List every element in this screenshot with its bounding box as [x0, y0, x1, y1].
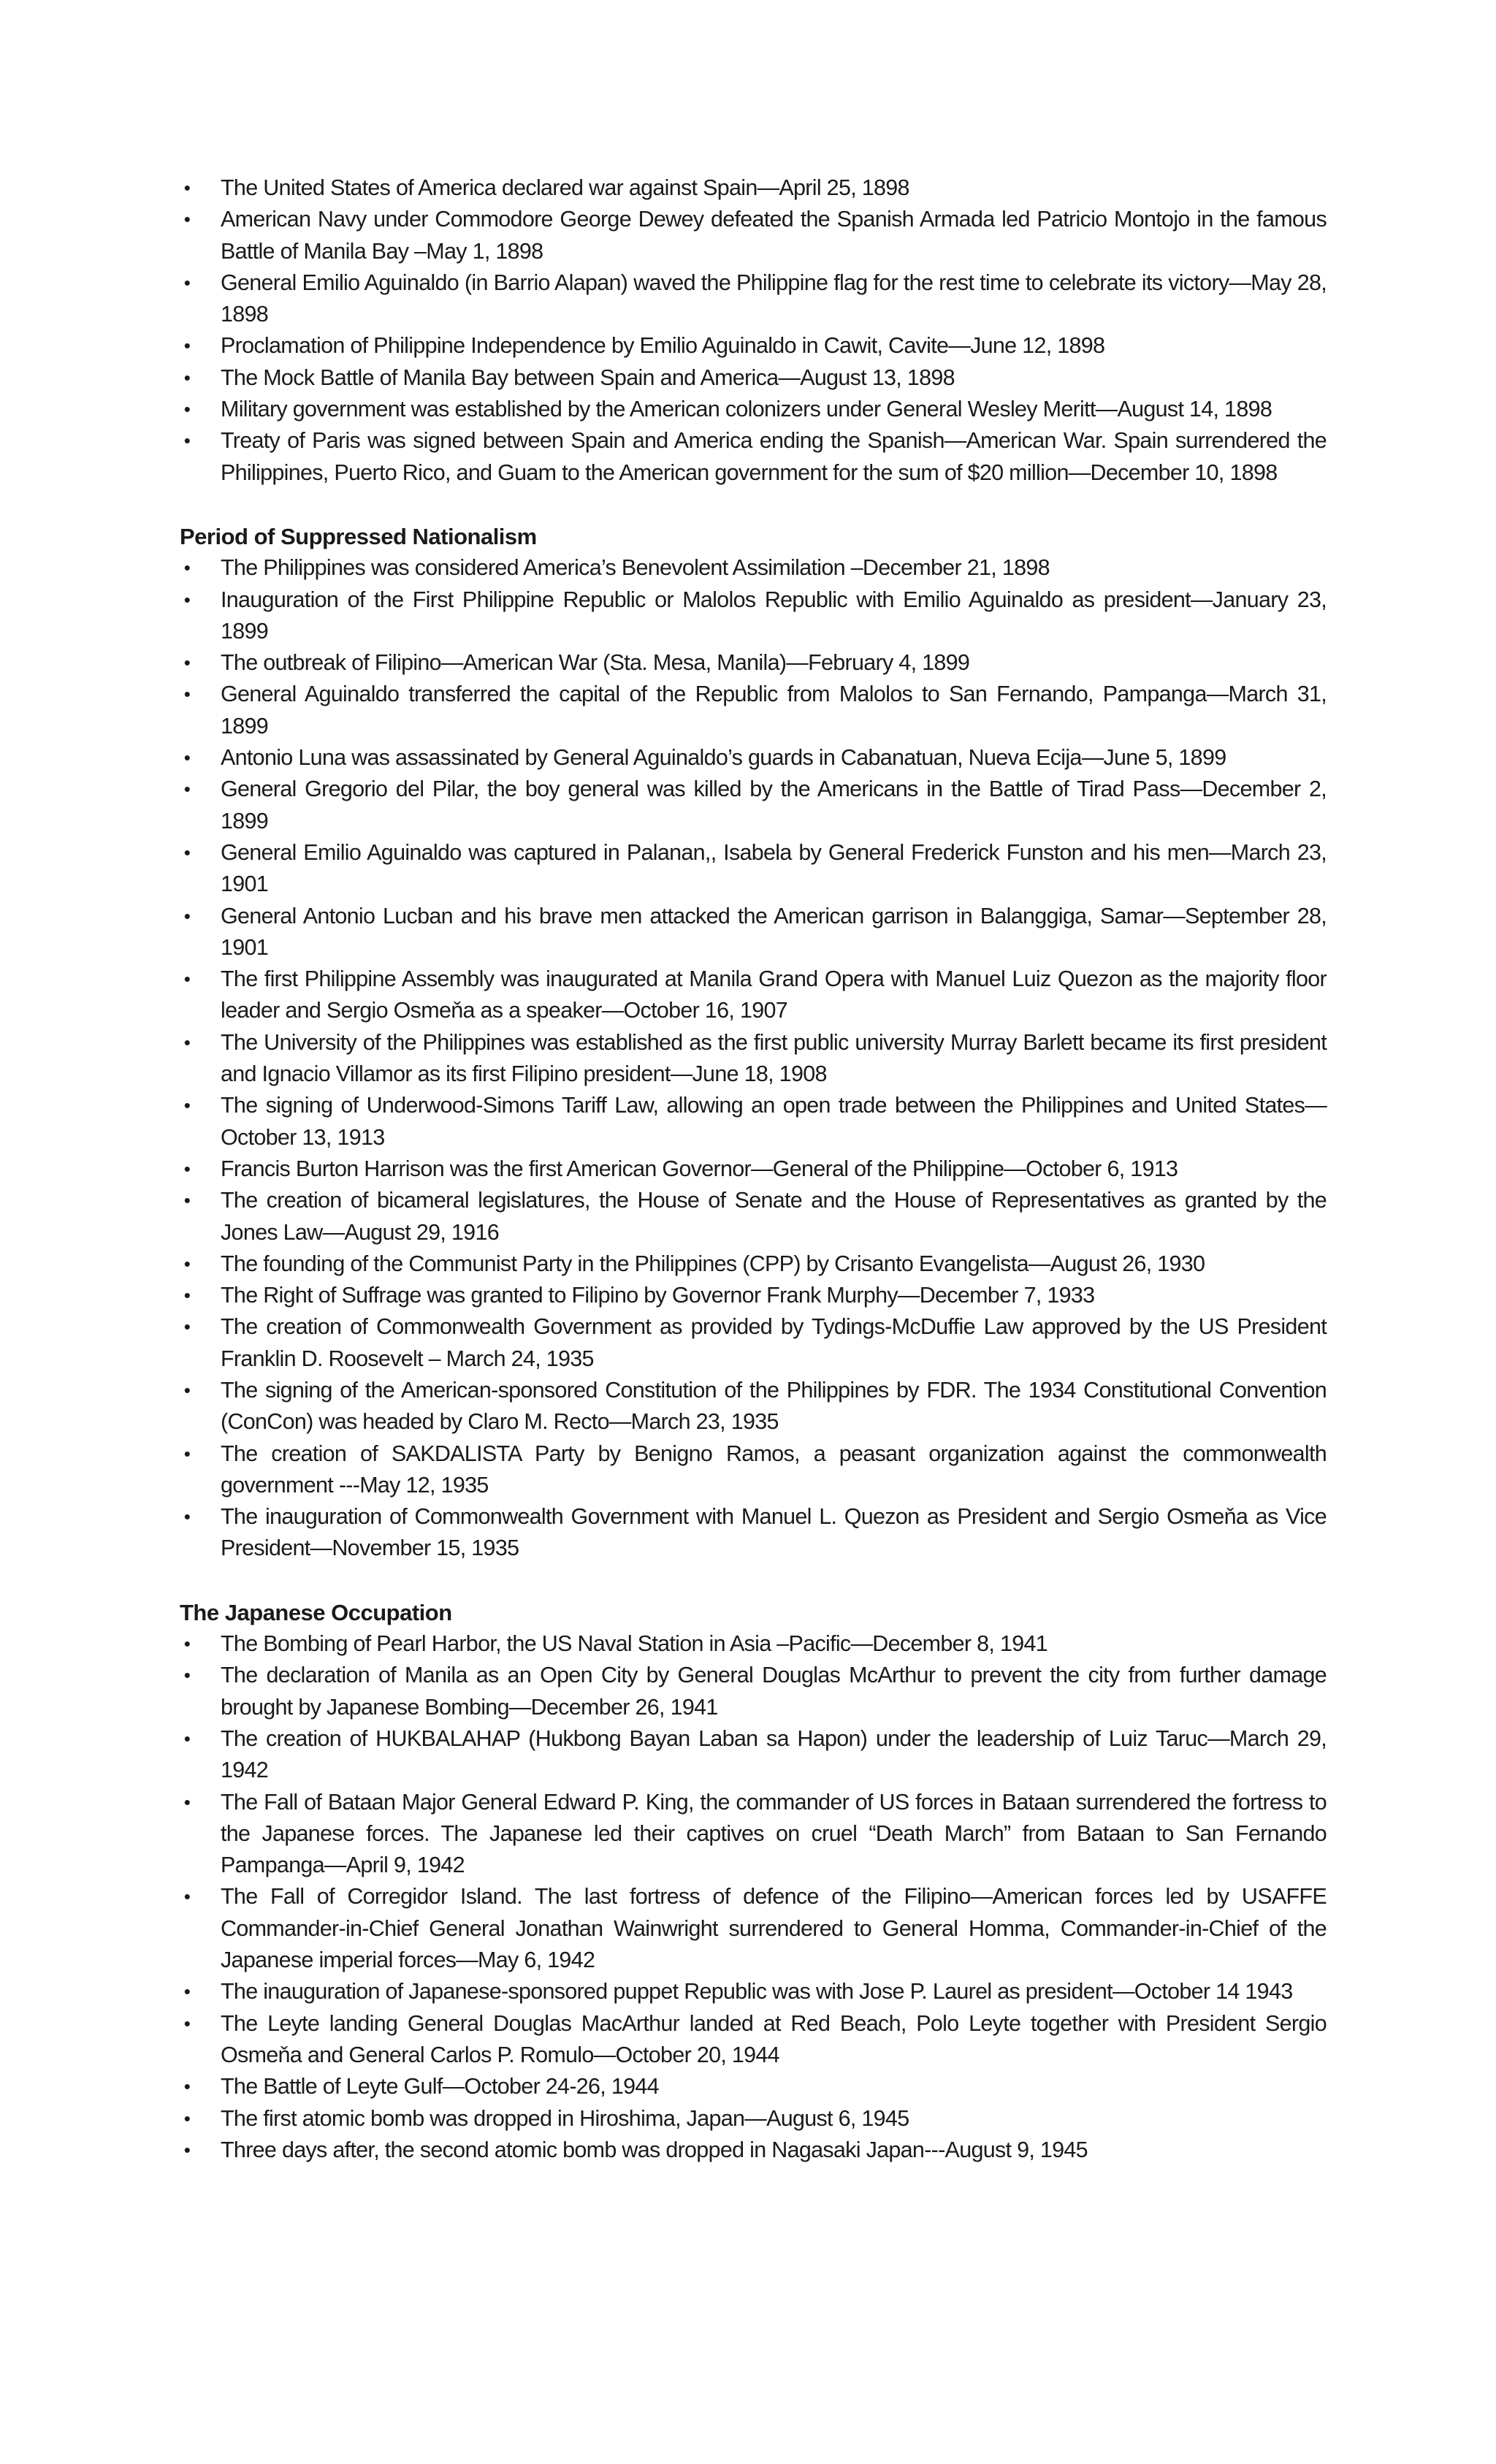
list-item [180, 1438, 1327, 1502]
bullet-icon: • [183, 683, 191, 706]
list-item [180, 584, 1327, 648]
bullet-icon: • [183, 1189, 191, 1212]
list-item [180, 1027, 1327, 1091]
list-item [180, 774, 1327, 837]
bullet-icon: • [183, 1316, 191, 1338]
bullet-icon: • [183, 1664, 191, 1687]
list-item [180, 1311, 1327, 1375]
bullet-icon: • [183, 177, 191, 199]
bullet-icon: • [183, 1885, 191, 1908]
list-item [180, 267, 1327, 331]
list-item [180, 679, 1327, 742]
list-item [180, 552, 1327, 584]
bullet-icon: • [183, 430, 191, 452]
list-item [180, 1375, 1327, 1438]
list-item-text: Proclamation of Philippine Independence by Emilio Aguinaldo in Cawit, Cavite—June 12, 1898 [221, 333, 1105, 359]
list-item [180, 1976, 1327, 2007]
bullet-icon: • [183, 778, 191, 801]
list-item-text: The Leyte landing General Douglas MacArthur landed at Red Beach, Polo Leyte together with President Sergio Osmeňa and General Carlos P. Romulo—October 20, 1944 [221, 2010, 1327, 2067]
event-list [180, 172, 1327, 489]
list-item [180, 362, 1327, 394]
list-item [180, 901, 1327, 964]
list-item [180, 1628, 1327, 1660]
list-item-text: The signing of Underwood-Simons Tariff Law, allowing an open trade between the Philippines and United States—October 13, 1913 [221, 1093, 1327, 1150]
list-item-text: The inauguration of Japanese-sponsored puppet Republic was with Jose P. Laurel as president—October 14 1943 [221, 1979, 1293, 2005]
bullet-icon: • [183, 1031, 191, 1053]
list-item-text: American Navy under Commodore George Dewey defeated the Spanish Armada led Patricio Montojo in the famous Battle of Manila Bay –May 1, 1898 [221, 207, 1327, 264]
bullet-icon: • [183, 2107, 191, 2129]
list-item [180, 1787, 1327, 1882]
section-title: The Japanese Occupation [180, 1599, 452, 1625]
bullet-icon: • [183, 1252, 191, 1275]
list-item-text: The first atomic bomb was dropped in Hiroshima, Japan—August 6, 1945 [221, 2105, 909, 2131]
list-item-text: The Fall of Corregidor Island. The last fortress of defence of the Filipino—American forces led by USAFFE Commander-in-Chief General Jonathan Wainwright surrendered to General Homma, Commander-in-Chief of the Japanese imperial forces—May 6, 1942 [221, 1884, 1327, 1973]
bullet-icon: • [183, 968, 191, 991]
list-item-text: The Right of Suffrage was granted to Filipino by Governor Frank Murphy—December 7, 1933 [221, 1283, 1095, 1308]
bullet-icon: • [183, 1727, 191, 1750]
list-item-text: The creation of SAKDALISTA Party by Benigno Ramos, a peasant organization against the commonwealth government ---May 12, 1935 [221, 1441, 1327, 1498]
list-item [180, 330, 1327, 362]
bullet-icon: • [183, 1633, 191, 1655]
list-item-text: The Mock Battle of Manila Bay between Spain and America—August 13, 1898 [221, 365, 955, 390]
list-item-text: The creation of bicameral legislatures, the House of Senate and the House of Representatives as granted by the Jones Law—August 29, 1916 [221, 1188, 1327, 1245]
bullet-icon: • [183, 1790, 191, 1813]
list-item [180, 172, 1327, 204]
list-item [180, 425, 1327, 489]
event-list [180, 1628, 1327, 2166]
list-item-text: Military government was established by the American colonizers under General Wesley Meritt—August 14, 1898 [221, 397, 1272, 422]
list-item [180, 837, 1327, 901]
list-item-text: The Bombing of Pearl Harbor, the US Naval Station in Asia –Pacific—December 8, 1941 [221, 1631, 1048, 1657]
list-item [180, 1881, 1327, 1976]
bullet-icon: • [183, 841, 191, 863]
list-item-text: The United States of America declared war against Spain—April 25, 1898 [221, 175, 909, 200]
bullet-icon: • [183, 271, 191, 294]
list-item-text: General Emilio Aguinaldo was captured in Palanan,, Isabela by General Frederick Funston and his men—March 23, 1901 [221, 839, 1327, 897]
list-item-text: The creation of Commonwealth Government as provided by Tydings-McDuffie Law approved by the US President Franklin D. Roosevelt – March 24, 1935 [221, 1314, 1327, 1371]
bullet-icon: • [183, 335, 191, 357]
event-list [180, 552, 1327, 1565]
list-item [180, 2135, 1327, 2166]
bullet-icon: • [183, 2075, 191, 2098]
list-item [180, 394, 1327, 425]
list-item [180, 1280, 1327, 1311]
list-item-text: The signing of the American-sponsored Constitution of the Philippines by FDR. The 1934 Constitutional Convention (ConCon) was headed by Claro M. Recto—March 23, 1935 [221, 1377, 1327, 1435]
list-item-text: The Battle of Leyte Gulf—October 24-26, 1944 [221, 2074, 659, 2099]
list-item-text: General Aguinaldo transferred the capital of the Republic from Malolos to San Fernando, Pampanga—March 31, 1899 [221, 682, 1327, 739]
document-page [180, 172, 1327, 2166]
bullet-icon: • [183, 366, 191, 389]
bullet-icon: • [183, 2138, 191, 2161]
list-item-text: Treaty of Paris was signed between Spain and America ending the Spanish—American War. Spain surrendered the Philippines, Puerto Rico, and Guam to the American government for the sum of $20 million—December 10, 1898 [221, 428, 1327, 485]
bullet-icon: • [183, 2012, 191, 2034]
list-item-text: The creation of HUKBALAHAP (Hukbong Bayan Laban sa Hapon) under the leadership of Luiz Taruc—March 29, 1942 [221, 1725, 1327, 1783]
bullet-icon: • [183, 1378, 191, 1401]
list-item [180, 964, 1327, 1027]
list-item [180, 1153, 1327, 1185]
section-title: Period of Suppressed Nationalism [180, 523, 537, 549]
list-item [180, 2071, 1327, 2102]
list-item-text: Three days after, the second atomic bomb was dropped in Nagasaki Japan---August 9, 1945 [221, 2137, 1088, 2162]
list-item [180, 647, 1327, 679]
list-item [180, 2008, 1327, 2072]
list-item-text: The University of the Philippines was established as the first public university Murray Barlett became its first president and Ignacio Villamor as its first Filipino president—June 18, 1908 [221, 1029, 1327, 1087]
bullet-icon: • [183, 1094, 191, 1117]
bullet-icon: • [183, 1157, 191, 1180]
bullet-icon: • [183, 1506, 191, 1528]
list-item-text: General Antonio Lucban and his brave men attacked the American garrison in Balanggiga, Samar—September 28, 1901 [221, 903, 1327, 960]
bullet-icon: • [183, 208, 191, 231]
list-item-text: The outbreak of Filipino—American War (Sta. Mesa, Manila)—February 4, 1899 [221, 650, 970, 676]
list-item [180, 1248, 1327, 1280]
bullet-icon: • [183, 1442, 191, 1465]
list-item-text: The declaration of Manila as an Open City by General Douglas McArthur to prevent the city from further damage brought by Japanese Bombing—December 26, 1941 [221, 1663, 1327, 1720]
bullet-icon: • [183, 1284, 191, 1307]
bullet-icon: • [183, 588, 191, 611]
bullet-icon: • [183, 1980, 191, 2003]
list-item [180, 2103, 1327, 2135]
list-item-text: The Fall of Bataan Major General Edward P. King, the commander of US forces in Bataan surrendered the fortress to the Japanese forces. The Japanese led their captives on cruel “Death March” from Bataan to San Fernando Pampanga—April 9, 1942 [221, 1789, 1327, 1878]
bullet-icon: • [183, 398, 191, 421]
list-item-text: The Philippines was considered America’s Benevolent Assimilation –December 21, 1898 [221, 555, 1050, 581]
bullet-icon: • [183, 747, 191, 769]
list-item-text: General Gregorio del Pilar, the boy general was killed by the Americans in the Battle of Tirad Pass—December 2, 1899 [221, 777, 1327, 834]
list-item [180, 1723, 1327, 1787]
list-item-text: The founding of the Communist Party in the Philippines (CPP) by Crisanto Evangelista—August 26, 1930 [221, 1251, 1205, 1276]
list-item-text: General Emilio Aguinaldo (in Barrio Alapan) waved the Philippine flag for the rest time to celebrate its victory—May 28, 1898 [221, 270, 1327, 327]
bullet-icon: • [183, 904, 191, 927]
list-item-text: The first Philippine Assembly was inaugurated at Manila Grand Opera with Manuel Luiz Quezon as the majority floor leader and Sergio Osmeňa as a speaker—October 16, 1907 [221, 966, 1327, 1023]
list-item [180, 1501, 1327, 1565]
bullet-icon: • [183, 652, 191, 674]
list-item-text: Inauguration of the First Philippine Republic or Malolos Republic with Emilio Aguinaldo as president—January 23, 1899 [221, 587, 1327, 644]
list-item-text: The inauguration of Commonwealth Government with Manuel L. Quezon as President and Sergio Osmeňa as Vice President—November 15, 1935 [221, 1504, 1327, 1561]
list-item-text: Francis Burton Harrison was the first American Governor—General of the Philippine—October 6, 1913 [221, 1156, 1178, 1181]
bullet-icon: • [183, 557, 191, 579]
list-item [180, 742, 1327, 774]
list-item [180, 1090, 1327, 1153]
list-item [180, 1185, 1327, 1248]
list-item [180, 204, 1327, 267]
list-item [180, 1660, 1327, 1723]
list-item-text: Antonio Luna was assassinated by General Aguinaldo’s guards in Cabanatuan, Nueva Ecija—June 5, 1899 [221, 745, 1226, 771]
